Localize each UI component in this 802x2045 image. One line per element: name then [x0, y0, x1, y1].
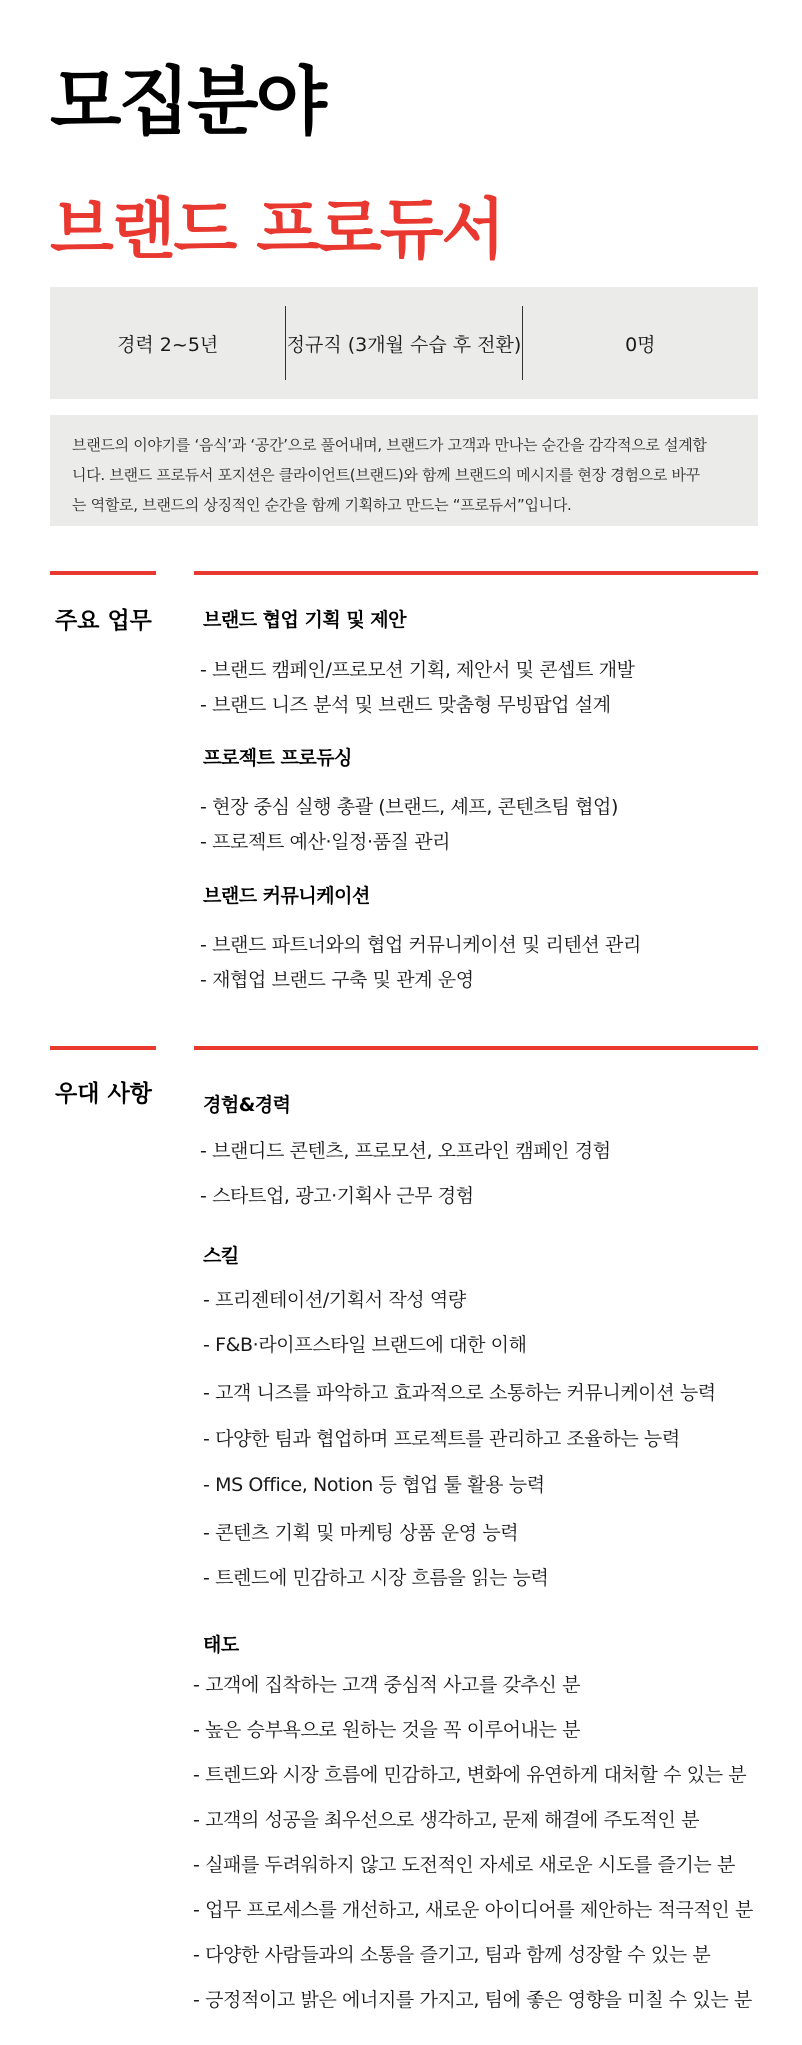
preferred-item: - 업무 프로세스를 개선하고, 새로운 아이디어를 제안하는 적극적인 분 — [193, 1899, 753, 1921]
preferred-item: - 콘텐츠 기획 및 마케팅 상품 운영 능력 — [203, 1522, 519, 1544]
duty-item: - 재협업 브랜드 구축 및 관계 운영 — [200, 969, 474, 991]
duty-item: - 브랜드 캠페인/프로모션 기획, 제안서 및 콘셉트 개발 — [200, 659, 635, 681]
section-divider-long — [194, 1046, 758, 1050]
page-title: 모집분야 — [50, 59, 324, 145]
preferred-item: - 고객의 성공을 최우선으로 생각하고, 문제 해결에 주도적인 분 — [193, 1809, 700, 1831]
duty-item: - 브랜드 니즈 분석 및 브랜드 맞춤형 무빙팝업 설계 — [200, 694, 611, 716]
preferred-item: - 트렌드와 시장 흐름에 민감하고, 변화에 유연하게 대처할 수 있는 분 — [193, 1764, 747, 1786]
duty-item: - 현장 중심 실행 총괄 (브랜드, 셰프, 콘텐츠팀 협업) — [200, 796, 619, 818]
section-divider-long — [194, 571, 758, 575]
preferred-group-title: 경험&경력 — [203, 1094, 291, 1116]
section-label-duties: 주요 업무 — [55, 608, 152, 634]
preferred-item: - 긍정적이고 밝은 에너지를 가지고, 팀에 좋은 영향을 미칠 수 있는 분 — [193, 1989, 752, 2011]
duty-item: - 프로젝트 예산·일정·품질 관리 — [200, 831, 451, 853]
headcount: 0명 — [625, 333, 656, 356]
preferred-item: - 높은 승부욕으로 원하는 것을 꼭 이루어내는 분 — [193, 1719, 581, 1741]
position-title: 브랜드 프로듀서 — [50, 191, 504, 268]
section-divider-short — [50, 1046, 156, 1050]
preferred-item: - 스타트업, 광고·기획사 근무 경험 — [200, 1185, 474, 1207]
duty-item: - 브랜드 파트너와의 협업 커뮤니케이션 및 리텐션 관리 — [200, 934, 641, 956]
preferred-item: - 다양한 사람들과의 소통을 즐기고, 팀과 함께 성장할 수 있는 분 — [193, 1944, 711, 1966]
preferred-group-title: 태도 — [203, 1634, 239, 1656]
duty-group-title: 프로젝트 프로듀싱 — [203, 747, 352, 769]
preferred-item: - 트렌드에 민감하고 시장 흐름을 읽는 능력 — [203, 1567, 549, 1589]
preferred-item: - MS Office, Notion 등 협업 툴 활용 능력 — [203, 1474, 545, 1496]
preferred-group-title: 스킬 — [203, 1245, 239, 1267]
experience-requirement: 경력 2~5년 — [117, 333, 219, 356]
preferred-item: - 브랜디드 콘텐츠, 프로모션, 오프라인 캠페인 경험 — [200, 1140, 611, 1162]
preferred-item: - 고객 니즈를 파악하고 효과적으로 소통하는 커뮤니케이션 능력 — [203, 1382, 716, 1404]
description-line: 니다. 브랜드 프로듀서 포지션은 클라이언트(브랜드)와 함께 브랜드의 메시지를 현장 경험으로 바꾸 — [72, 466, 700, 484]
section-divider-short — [50, 571, 156, 575]
preferred-item: - F&B·라이프스타일 브랜드에 대한 이해 — [203, 1334, 527, 1356]
duty-group-title: 브랜드 커뮤니케이션 — [203, 885, 370, 907]
section-label-preferred: 우대 사항 — [55, 1081, 152, 1107]
description-line: 는 역할로, 브랜드의 상징적인 순간을 함께 기획하고 만드는 “프로듀서”입니다. — [72, 496, 572, 514]
duty-group-title: 브랜드 협업 기획 및 제안 — [203, 609, 406, 631]
preferred-item: - 다양한 팀과 협업하며 프로젝트를 관리하고 조율하는 능력 — [203, 1428, 680, 1450]
preferred-item: - 프리젠테이션/기획서 작성 역량 — [203, 1289, 466, 1311]
description-line: 브랜드의 이야기를 ‘음식’과 ‘공간’으로 풀어내며, 브랜드가 고객과 만나는 순간을 감각적으로 설계합 — [72, 436, 707, 454]
job-info-box — [50, 287, 758, 399]
preferred-item: - 실패를 두려워하지 않고 도전적인 자세로 새로운 시도를 즐기는 분 — [193, 1854, 735, 1876]
position-description — [50, 415, 758, 526]
employment-type: 정규직 (3개월 수습 후 전환) — [286, 333, 522, 356]
preferred-item: - 고객에 집착하는 고객 중심적 사고를 갖추신 분 — [193, 1674, 581, 1696]
